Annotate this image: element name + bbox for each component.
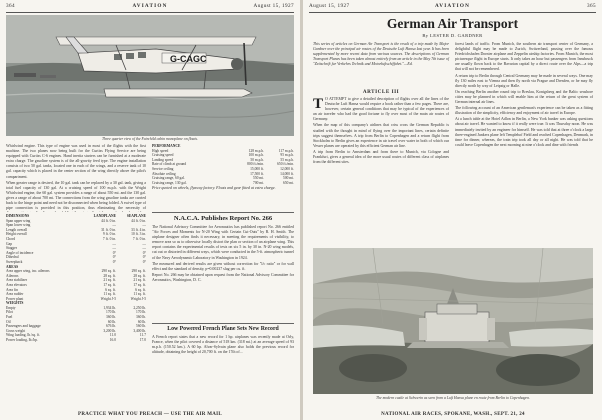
spec-label: Area fin bbox=[6, 287, 18, 292]
spec-seaplane-value: 11 sq. ft. bbox=[133, 292, 146, 297]
spec-seaplane-value: 14,000 ft. bbox=[280, 171, 294, 176]
spec-label: Rate of climb at ground bbox=[152, 162, 187, 167]
spec-label: Pilot bbox=[6, 310, 13, 315]
spec-group-performance bbox=[152, 149, 294, 186]
spec-landplane-value: 15,000 ft. bbox=[250, 166, 264, 171]
spec-label: Sweepback bbox=[6, 259, 23, 264]
spec-label: Gap bbox=[6, 241, 12, 246]
spec-landplane-value: 11.0 bbox=[109, 333, 116, 338]
running-head-right bbox=[309, 3, 596, 12]
spec-landplane-value: Wright J-5 bbox=[100, 296, 116, 301]
spec-table bbox=[6, 214, 146, 394]
paragraph-text: O ATTEMPT to give a detailed description of flights over all the lines of the Deutsche Luft Hansa would require a book rather than a few pages. There are, however, certain general conditions that may be typical of the experiences of an air traveler who had the good fortune to fly over most of the main air routes of Germany. bbox=[313, 97, 449, 122]
top-rule bbox=[309, 12, 596, 13]
spec-header-dimensions: DIMENSIONS bbox=[6, 214, 30, 218]
spec-label: Ailerons bbox=[6, 273, 19, 278]
spec-seaplane-value: 21 sq. ft. bbox=[133, 278, 146, 283]
spec-label: Power plant bbox=[6, 296, 24, 301]
spec-label: Empty bbox=[6, 305, 16, 310]
spec-seaplane-value: 7 ft. 0 in. bbox=[132, 236, 146, 241]
magazine-title: AVIATION bbox=[434, 3, 471, 9]
spec-landplane-value: 1,934 lb. bbox=[103, 305, 116, 310]
spec-landplane-value: 17 sq. ft. bbox=[103, 282, 116, 287]
spec-label: Dihedral bbox=[6, 255, 19, 260]
spec-label: Power loading, lb./hp. bbox=[6, 338, 38, 343]
spec-seaplane-value: 11.7 bbox=[139, 333, 146, 338]
spec-landplane-value: 0° bbox=[112, 250, 116, 255]
spec-seaplane-value: 17.0 bbox=[139, 338, 146, 343]
section-rule bbox=[152, 323, 294, 324]
spec-label: Stagger bbox=[6, 246, 17, 251]
naca-text bbox=[152, 225, 294, 321]
spec-landplane-value: 3,200 lb. bbox=[103, 328, 116, 333]
spec-seaplane-value: 17 sq. ft. bbox=[133, 282, 146, 287]
spec-group-weights bbox=[6, 306, 146, 343]
seaplane-illustration bbox=[6, 15, 294, 136]
magazine-title: AVIATION bbox=[132, 3, 168, 9]
registration-letters: G-CAGC bbox=[170, 54, 207, 64]
spec-landplane-value: 128 m.p.h. bbox=[248, 148, 264, 153]
article-intro: This series of articles on German Air Transport is the result of a trip made by Major Gardner over the principal air routes of the Deutsche Luft Hansa last year. It has been supplemented by more recent data from various sources. The descriptions of German Transport Planes has been taken almost entirely from an article in the May 7th issue of "Zeitschrift fur Verkehrs Technik und Motorluftschiffahrt."—Ed. bbox=[313, 42, 449, 66]
spec-landplane-value: 360 lb. bbox=[106, 315, 116, 320]
spec-label: Wing loading, lb./sq. ft. bbox=[6, 333, 41, 338]
spec-label: High speed bbox=[152, 148, 169, 153]
spec-header-seaplane: SEAPLANE bbox=[126, 214, 146, 218]
spec-seaplane-value: 500 mi. bbox=[283, 176, 294, 181]
spec-seaplane-value: — bbox=[142, 241, 146, 246]
spec-landplane-value: 7 ft. 0 in. bbox=[102, 236, 116, 241]
paragraph: Report No. 266 may be obtained upon request from the National Advisory Committee for Aeronautics, Washington, D. C. bbox=[152, 272, 294, 282]
aerial-photo-caption: The modern castle at Schwerin as seen from a Luft Hansa plane en route from Berlin to Copenhagen. bbox=[376, 396, 530, 400]
spec-seaplane-value: 0° bbox=[142, 255, 146, 260]
naca-heading: N.A.C.A. Publishes Report No. 266 bbox=[173, 215, 273, 222]
aerial-illustration bbox=[313, 248, 593, 394]
spec-landplane-value: — bbox=[112, 241, 116, 246]
spec-seaplane-value: 33 ft. 4 in. bbox=[131, 227, 146, 232]
spec-label: Passengers and baggage bbox=[6, 324, 41, 329]
right-page bbox=[303, 0, 602, 420]
paragraph: A French report states that a new record for 1 hp. airplanes was recently made at Orly, France, when the pilot covered a distance of 518 km. (318 mi.) at an average speed of 93 m.p.h. (150.52 km.). A 60 hp. Alvar-Sylvain plane also holds the previous record for altitude, obtaining the height of 20,700 ft. on the 17th of... bbox=[152, 335, 294, 355]
spec-row bbox=[6, 260, 146, 265]
spec-header-landplane: LANDPLANE bbox=[93, 214, 116, 218]
spec-label: Area rudder bbox=[6, 292, 24, 297]
spec-seaplane-value: 12,000 ft. bbox=[280, 166, 294, 171]
paragraph: The following account of an American gentleman's experience can be taken as a fitting illustration of the simplicity, efficiency and enjoyment of air travel in Europe. bbox=[455, 106, 593, 116]
spec-seaplane-value: 0° bbox=[142, 250, 146, 255]
paragraph: When the map of this company's airlines that criss cross the German Republic is studied with the thought in mind of flying over the important lines, certain definite trips suggest themselves. A trip from Berlin to Copenhagen and a return flight from Stockholm to Berlin gives an experience in air travel over water in both of which our Vesser planes are operated by this efficient German air line. bbox=[313, 123, 449, 148]
paragraph: A return trip to Berlin through Central Germany may be made in several ways. One may fly 130 miles east to Vienna and then fly north via Prague and Dresden, or he may fly directly north by way of Leipzig or Halle. bbox=[455, 73, 593, 88]
running-head-left bbox=[6, 3, 294, 12]
issue-date: August 15, 1927 bbox=[253, 3, 294, 9]
spec-row bbox=[6, 338, 146, 343]
spec-label: Landing speed bbox=[152, 157, 174, 162]
spec-label: Gross weight bbox=[6, 328, 26, 333]
paragraph: The National Advisory Committee for Aeronautics has published report No. 266 entitled "Air Forces and Moments for N-20 Wing with Certain Cut-Outs" by R. H. Smith. The airplane designer often finds it necessary, in meeting the requirements of visibility, to remove area so as to otherwise locally distort the plan or section of an airplane wing. This report contains the experimental results of tests on six 5 in. by 30 in. N-20 wing models, cut out or distorted in different ways, which were conducted in the 5-ft. atmospheric tunnel of the Navy Aerodynamic Laboratory in Washington in 1924. bbox=[152, 225, 294, 260]
spec-landplane-value: 44 ft. 0 in. bbox=[101, 218, 116, 223]
page-number: 365 bbox=[587, 3, 596, 9]
performance-table bbox=[152, 144, 294, 206]
spec-seaplane-value: 650 ft./min. bbox=[277, 162, 294, 167]
spec-seaplane-value: 95 m.p.h. bbox=[280, 153, 294, 158]
spec-landplane-value: 0° bbox=[112, 259, 116, 264]
spec-label: Span upper wing bbox=[6, 218, 31, 223]
spec-seaplane-value: 117 m.p.h. bbox=[278, 148, 294, 153]
spec-label: Area stabilizer bbox=[6, 278, 28, 283]
french-record-heading: Low Powered French Plane Sets New Record bbox=[167, 326, 279, 332]
spec-seaplane-value: 44 ft. 0 in. bbox=[131, 218, 146, 223]
spec-label: Span lower wing bbox=[6, 223, 31, 228]
left-column-text bbox=[6, 144, 146, 212]
section-rule bbox=[152, 212, 294, 213]
spec-seaplane-value: 170 lb. bbox=[136, 310, 146, 315]
spec-label: Area elevators bbox=[6, 282, 27, 287]
paragraph: When greater range is desired, the 10 gal. tank can be replaced by a 30 gal. tank, giving a total fuel capacity of 130 gal. At a cruising speed of 100 m.p.h. with the Wright Whirlwind engine, the 60 gal. system provides a range of about 550 mi. and the 130 gal. gives a range of about 700 mi. The connections from the wing gasoline tanks are carried back to the hinge point and need not be disconnected when being folded. A swivel type of pipe connection is provided in this position, thus eliminating the necessity of bbox=[6, 180, 146, 211]
spec-landplane-value: 31 ft. 0 in. bbox=[101, 227, 116, 232]
spec-landplane-value: 170 lb. bbox=[106, 310, 116, 315]
spec-landplane-value: 800 ft./min. bbox=[247, 162, 264, 167]
spec-landplane-value: — bbox=[112, 223, 116, 228]
spec-seaplane-value: 10 ft. 3 in. bbox=[131, 232, 146, 237]
article-number: ARTICLE III bbox=[362, 89, 400, 95]
spec-seaplane-value: — bbox=[142, 223, 146, 228]
spec-seaplane-value: 650 mi. bbox=[283, 180, 294, 185]
paragraph: The measured and derived results are given without correction for "l/c ratio" or for wall effect and the standard of density, p=0.00237 slug per cu. ft. bbox=[152, 261, 294, 271]
spec-group-dimensions bbox=[6, 219, 146, 265]
page-number: 364 bbox=[6, 3, 15, 9]
spec-landplane-value: 17,500 ft. bbox=[250, 171, 264, 176]
spec-label: Fuel bbox=[6, 315, 13, 320]
spec-seaplane-value: 560 lb. bbox=[136, 324, 146, 329]
paragraph: On reaching Berlin another round trip to Breslau, Konigsberg and the Baltic seashore cities may be planned in which will enable him at the return of the great system of German internal air lines. bbox=[455, 89, 593, 105]
page-footer-right: NATIONAL AIR RACES, SPOKANE, WASH., SEPT. 21, 24 bbox=[381, 412, 525, 417]
spec-seaplane-value: 290 sq. ft. bbox=[131, 269, 146, 274]
spec-seaplane-value: 55 m.p.h. bbox=[280, 157, 294, 162]
spec-seaplane-value: 3,400 lb. bbox=[133, 328, 146, 333]
spec-group-areas bbox=[6, 269, 146, 301]
photo-caption: Three quarter view of the Fairchild cabin monoplane on floats. bbox=[102, 137, 198, 141]
spec-label: Oil bbox=[6, 319, 11, 324]
spec-landplane-value: 16.0 bbox=[109, 338, 116, 343]
article-column-2 bbox=[455, 42, 593, 245]
article-column-1 bbox=[313, 97, 449, 245]
spec-label: Chord bbox=[6, 236, 15, 241]
spec-subheader-performance: PERFORMANCE bbox=[152, 144, 181, 148]
spec-label: Height overall bbox=[6, 232, 27, 237]
spec-landplane-value: 50 m.p.h. bbox=[250, 157, 264, 162]
spec-landplane-value: 290 sq. ft. bbox=[101, 269, 116, 274]
spec-landplane-value: 676 lb. bbox=[106, 324, 116, 329]
spec-row bbox=[6, 297, 146, 302]
top-rule bbox=[6, 12, 294, 13]
drop-cap: T bbox=[313, 97, 324, 112]
byline: By LESTER D. GARDNER bbox=[422, 33, 483, 38]
spec-label: Absolute ceiling bbox=[152, 171, 176, 176]
spec-seaplane-value: 6 sq. ft. bbox=[135, 287, 146, 292]
spec-landplane-value: 100 m.p.h. bbox=[248, 153, 264, 158]
price-note: Price quoted on wheels, flyaway factory. Floats and gear fitted at extra charge. bbox=[152, 186, 276, 191]
spec-label: Length overall bbox=[6, 227, 28, 232]
paragraph bbox=[313, 97, 449, 122]
spec-seaplane-value: — bbox=[142, 246, 146, 251]
spec-label: Area upper wing, inc. ailerons bbox=[6, 269, 50, 274]
spec-label: Cruising range, 60 gal. bbox=[152, 176, 185, 181]
spec-landplane-value: 21 sq. ft. bbox=[103, 278, 116, 283]
spec-label: Angle of incidence bbox=[6, 250, 34, 255]
spec-landplane-value: 28 sq. ft. bbox=[103, 273, 116, 278]
spec-seaplane-value: 0° bbox=[142, 259, 146, 264]
spec-landplane-value: 60 lb. bbox=[107, 319, 116, 324]
spec-landplane-value: 9 ft. 0 in. bbox=[102, 232, 116, 237]
spec-seaplane-value: Wright J-5 bbox=[130, 296, 146, 301]
seaplane-photo bbox=[6, 15, 294, 136]
issue-date: August 15, 1927 bbox=[309, 3, 350, 9]
spec-seaplane-value: 60 lb. bbox=[137, 319, 146, 324]
page-footer-left: PRACTICE WHAT YOU PREACH — USE THE AIR MAIL bbox=[77, 412, 223, 417]
spec-row bbox=[152, 181, 294, 186]
paragraph: A trip from Berlin to Amsterdam and from there to Munich, via Cologne and Frankfurt, gives a general idea of the more usual routes of different class of airplanes from the different sites. bbox=[313, 149, 449, 165]
spec-label: Cruising speed bbox=[152, 153, 174, 158]
paragraph: Whirlwind engine. This type of engine was used in most of the flights with the first machine. The two planes now being built for the Curtiss Flying Service are being equipped with Curtiss C-6 engines. Hand inertia starters can be furnished at a moderate extra charge. The gasoline system is of the all-gravity feed type. The engine installation consists of two 50 gal. tanks, located one in each of the wings, and a reserve tank of 10 gal. capacity which is placed in the center section of the wing directly above the pilot's compartment. bbox=[6, 144, 146, 179]
paragraph: forest lands of traffic. From Munich, the southern air transport center of Germany, a delightful flight may be made to Zurich, Switzerland, passing over the famous Friedrichshafen Dornier airplane and Zeppelin airship factories. From Munich, the most picturesque flight in Europe starts. It only takes an hour but passengers from Innsbruck are usually flown back to the Bavarian capital by a direct route over the Alps—a trip that will not be remembered. bbox=[455, 42, 593, 72]
spec-seaplane-value: 2,250 lb. bbox=[133, 305, 146, 310]
aerial-castle-photo bbox=[313, 248, 593, 394]
spec-label: Cruising range, 130 gal. bbox=[152, 180, 187, 185]
spec-landplane-value: — bbox=[112, 246, 116, 251]
spec-seaplane-value: 360 lb. bbox=[136, 315, 146, 320]
spec-landplane-value: 700 mi. bbox=[253, 180, 264, 185]
left-page bbox=[0, 0, 300, 420]
spec-subheader-areas: AREAS bbox=[6, 264, 19, 269]
spec-label: Service ceiling bbox=[152, 166, 174, 171]
spec-landplane-value: 550 mi. bbox=[253, 176, 264, 181]
article-title: German Air Transport bbox=[386, 16, 519, 31]
spec-landplane-value: 0° bbox=[112, 255, 116, 260]
spec-subheader-weights: WEIGHTS bbox=[6, 301, 24, 306]
spec-landplane-value: 6 sq. ft. bbox=[105, 287, 116, 292]
spec-seaplane-value: 28 sq. ft. bbox=[133, 273, 146, 278]
spec-landplane-value: 11 sq. ft. bbox=[103, 292, 116, 297]
paragraph: At a lunch table at the Hotel Adlon in Berlin, a New York banker was asking questions about air travel. He wanted to know if it really were true. It was Thursday noon. He was immediately invited by an engineer for himself. He was told that at three o'clock a large three-engined Junkers plane left Templehof Field and reached Copenhagen, Denmark, in time for dinner, whereas, the train trip took all day or all night. He was told that he could leave Copenhagen the next morning at nine o'clock and dine with friends bbox=[455, 117, 593, 147]
french-record-text bbox=[152, 335, 294, 395]
